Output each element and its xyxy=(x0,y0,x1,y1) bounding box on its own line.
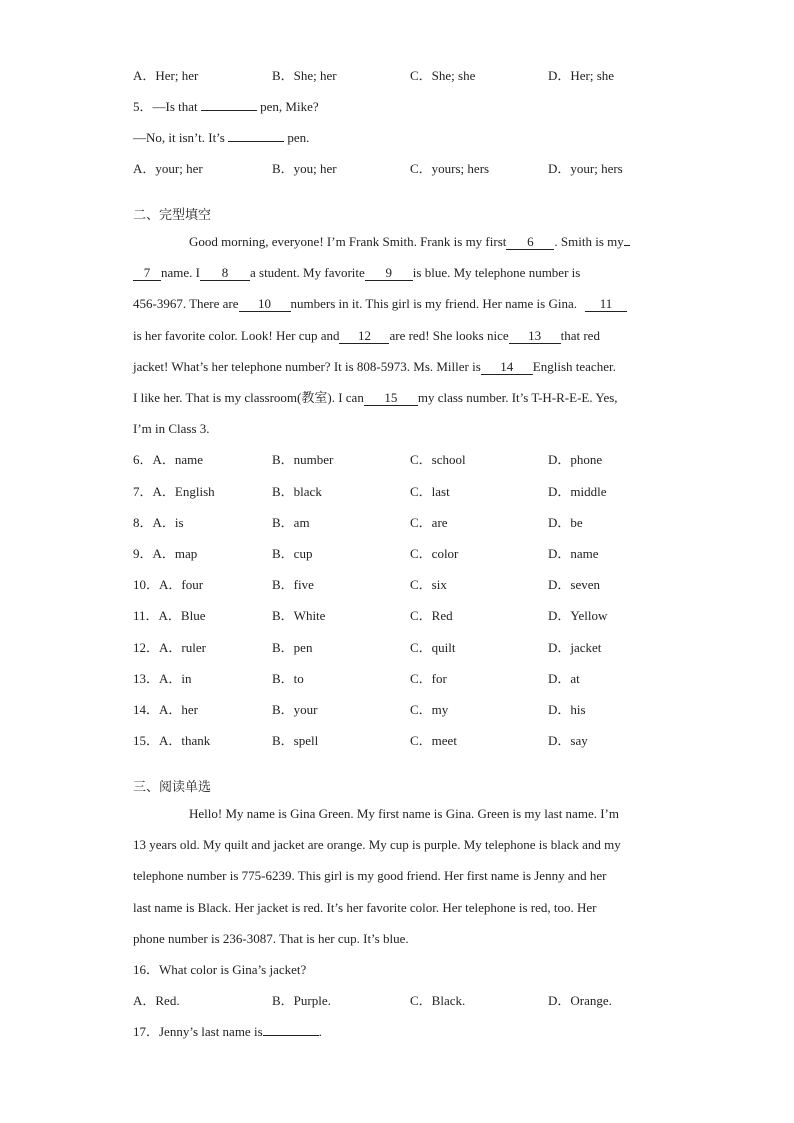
section2-title: 二、完型填空 xyxy=(133,208,212,223)
q12-option-a: 12．A．ruler xyxy=(133,640,206,655)
q15-option-c: C．meet xyxy=(410,733,457,748)
reading-passage-line: phone number is 236-3087. That is her cup. It’s blue. xyxy=(133,931,409,946)
q7-number: 7． xyxy=(133,484,153,499)
cloze-text: numbers in it. This girl is my friend. Her name is Gina. xyxy=(290,296,577,311)
q10-number: 10． xyxy=(133,577,160,592)
cloze-text: jacket! What’s her telephone number? It is 808-5973. Ms. Miller is xyxy=(133,359,481,374)
cloze-blank-11: 11 xyxy=(585,297,627,312)
q9-option-a: 9．A．map xyxy=(133,546,198,561)
q17-line xyxy=(133,1024,322,1040)
cloze-blank-10: 10 xyxy=(239,297,291,312)
q6-option-b: B．number xyxy=(272,452,334,467)
q5-number: 5． xyxy=(133,99,153,114)
q14-number: 14． xyxy=(133,702,160,717)
q16-option-c: C．Black. xyxy=(410,993,466,1008)
q5-option-d: D．your; hers xyxy=(548,161,623,176)
cloze-text: . Smith is my xyxy=(554,234,624,249)
q9-option-d: D．name xyxy=(548,546,599,561)
q11-option-b: B．White xyxy=(272,608,326,623)
cloze-text: I like her. That is my classroom(教室). I can xyxy=(133,390,364,405)
q5-option-c: C．yours; hers xyxy=(410,161,490,176)
q4-option-a: A．Her; her xyxy=(133,68,199,83)
q5-line1 xyxy=(133,99,319,115)
q16-option-a: A．Red. xyxy=(133,993,180,1008)
q5-line1-end: pen, Mike? xyxy=(256,99,319,114)
q4-option-b: B．She; her xyxy=(272,68,337,83)
q10-option-d: D．seven xyxy=(548,577,600,592)
q5-blank-2 xyxy=(228,141,284,142)
cloze-text: my class number. It’s T-H-R-E-E. Yes, xyxy=(417,390,618,405)
q4-option-d: D．Her; she xyxy=(548,68,615,83)
q17-blank xyxy=(263,1035,319,1036)
cloze-line-6 xyxy=(133,390,618,406)
q8-option-a: 8．A．is xyxy=(133,515,184,530)
q15-option-b: B．spell xyxy=(272,733,319,748)
q17-end: . xyxy=(318,1024,322,1039)
q8-number: 8． xyxy=(133,515,153,530)
q8-option-c: C．are xyxy=(410,515,448,530)
q17-text: 17．Jenny’s last name is xyxy=(133,1024,263,1039)
reading-passage-line: last name is Black. Her jacket is red. It’s her favorite color. Her telephone is red, too. Her xyxy=(133,900,597,915)
q11-option-c: C．Red xyxy=(410,608,453,623)
q11-option-a: 11．A．Blue xyxy=(133,608,206,623)
q5-option-a: A．your; her xyxy=(133,161,203,176)
q13-option-a: 13．A．in xyxy=(133,671,192,686)
q10-option-a: 10．A．four xyxy=(133,577,204,592)
q4-option-c: C．She; she xyxy=(410,68,476,83)
q7-option-a: 7．A．English xyxy=(133,484,215,499)
q9-option-b: B．cup xyxy=(272,546,313,561)
reading-passage-line: telephone number is 775-6239. This girl is my good friend. Her first name is Jenny and her xyxy=(133,868,607,883)
cloze-blank-7: 7 xyxy=(133,266,161,281)
q6-option-c: C．school xyxy=(410,452,466,467)
q5-line1-text: —Is that xyxy=(152,99,201,114)
cloze-blank-14: 14 xyxy=(481,360,533,375)
q12-option-b: B．pen xyxy=(272,640,313,655)
q7-option-b: B．black xyxy=(272,484,322,499)
cloze-text: is her favorite color. Look! Her cup and xyxy=(133,328,340,343)
cloze-line-1 xyxy=(189,234,630,250)
q5-line2 xyxy=(133,130,309,146)
q13-option-c: C．for xyxy=(410,671,447,686)
cloze-text: name. I xyxy=(161,265,200,280)
q5-line2-text: —No, it isn’t. It’s xyxy=(133,130,229,145)
q13-number: 13． xyxy=(133,671,160,686)
q7-option-c: C．last xyxy=(410,484,450,499)
q14-option-c: C．my xyxy=(410,702,449,717)
q8-option-d: D．be xyxy=(548,515,583,530)
q15-option-d: D．say xyxy=(548,733,588,748)
q16-option-d: D．Orange. xyxy=(548,993,612,1008)
q9-option-c: C．color xyxy=(410,546,459,561)
q10-option-b: B．five xyxy=(272,577,314,592)
q11-option-d: D．Yellow xyxy=(548,608,608,623)
cloze-line-7: I’m in Class 3. xyxy=(133,421,210,436)
cloze-text: Good morning, everyone! I’m Frank Smith. Frank is my first xyxy=(189,234,507,249)
q5-option-b: B．you; her xyxy=(272,161,337,176)
cloze-line-4 xyxy=(133,328,600,344)
q5-line2-end: pen. xyxy=(284,130,310,145)
cloze-text: 456-3967. There are xyxy=(133,296,239,311)
q6-number: 6． xyxy=(133,452,153,467)
cloze-text: are red! She looks nice xyxy=(389,328,509,343)
q12-option-c: C．quilt xyxy=(410,640,456,655)
q10-option-c: C．six xyxy=(410,577,447,592)
cloze-blank-6: 6 xyxy=(506,235,554,250)
section3-title: 三、阅读单选 xyxy=(133,780,212,795)
cloze-blank-8: 8 xyxy=(200,266,250,281)
q12-option-d: D．jacket xyxy=(548,640,602,655)
q14-option-d: D．his xyxy=(548,702,586,717)
q14-option-b: B．your xyxy=(272,702,318,717)
cloze-line-2 xyxy=(133,265,580,281)
cloze-blank-15: 15 xyxy=(364,391,418,406)
q7-option-d: D．middle xyxy=(548,484,607,499)
cloze-line-5 xyxy=(133,359,616,375)
q13-option-d: D．at xyxy=(548,671,580,686)
cloze-blank-7-lead xyxy=(624,245,630,246)
q9-number: 9． xyxy=(133,546,153,561)
q16-text: 16．What color is Gina’s jacket? xyxy=(133,962,307,977)
q14-option-a: 14．A．her xyxy=(133,702,199,717)
q15-number: 15． xyxy=(133,733,160,748)
cloze-blank-13: 13 xyxy=(509,329,561,344)
reading-passage-line: Hello! My name is Gina Green. My first name is Gina. Green is my last name. I’m xyxy=(189,806,619,821)
cloze-line-3 xyxy=(133,296,627,312)
q6-option-d: D．phone xyxy=(548,452,603,467)
q12-number: 12． xyxy=(133,640,160,655)
q11-number: 11． xyxy=(133,608,159,623)
q16-option-b: B．Purple. xyxy=(272,993,331,1008)
q6-option-a: 6．A．name xyxy=(133,452,204,467)
q8-option-b: B．am xyxy=(272,515,310,530)
cloze-text: is blue. My telephone number is xyxy=(412,265,581,280)
q15-option-a: 15．A．thank xyxy=(133,733,211,748)
cloze-blank-12: 12 xyxy=(339,329,389,344)
cloze-blank-9: 9 xyxy=(365,266,413,281)
cloze-text: a student. My favorite xyxy=(249,265,365,280)
q5-blank-1 xyxy=(201,110,257,111)
reading-passage-line: 13 years old. My quilt and jacket are orange. My cup is purple. My telephone is black and my xyxy=(133,837,621,852)
cloze-text: that red xyxy=(560,328,600,343)
q13-option-b: B．to xyxy=(272,671,304,686)
cloze-text: English teacher. xyxy=(532,359,616,374)
